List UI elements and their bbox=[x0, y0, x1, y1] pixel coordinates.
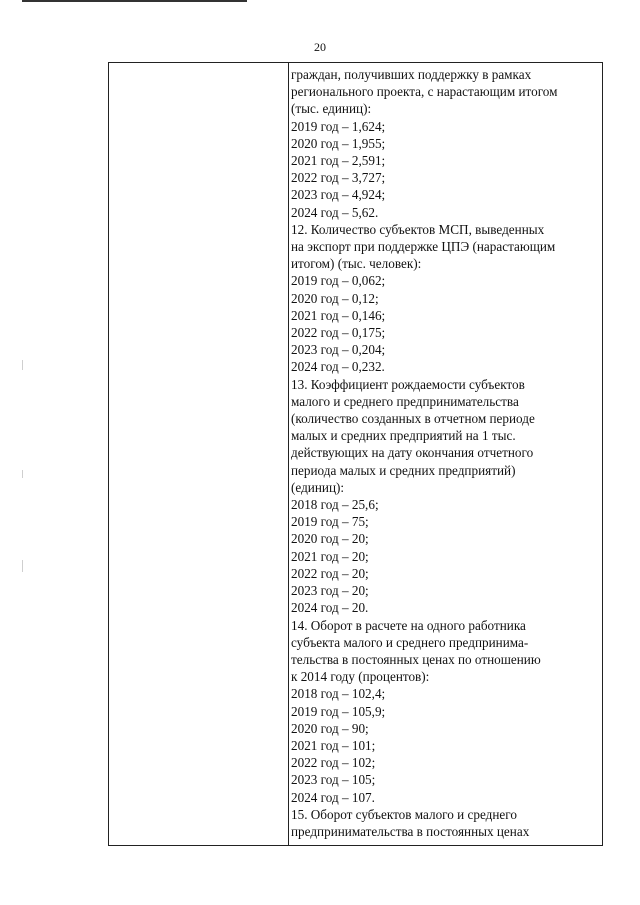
text-line: (тыс. единиц): bbox=[291, 101, 372, 117]
text-line: 2021 год – 0,146; bbox=[291, 307, 386, 323]
text-line: 2023 год – 20; bbox=[291, 583, 369, 599]
text-line: 2024 год – 5,62. bbox=[291, 204, 379, 220]
text-line: 12. Количество субъектов МСП, выведенных bbox=[291, 221, 545, 237]
text-line: 2020 год – 1,955; bbox=[291, 135, 386, 151]
text-line: 2022 год – 0,175; bbox=[291, 325, 386, 341]
top-rule bbox=[22, 0, 247, 2]
column-divider bbox=[288, 63, 289, 845]
text-line: 2021 год – 20; bbox=[291, 548, 369, 564]
page-number: 20 bbox=[314, 40, 326, 54]
text-line: 2019 год – 105,9; bbox=[291, 703, 386, 719]
text-line: 2018 год – 102,4; bbox=[291, 686, 386, 702]
text-line: 15. Оборот субъектов малого и среднего bbox=[291, 806, 517, 822]
text-line: (единиц): bbox=[291, 479, 345, 495]
text-line: 2024 год – 0,232. bbox=[291, 359, 385, 375]
text-line: 2020 год – 20; bbox=[291, 531, 369, 547]
text-line: предпринимательства в постоянных ценах bbox=[291, 823, 530, 839]
table-cell-text bbox=[291, 66, 599, 840]
text-line: 2020 год – 0,12; bbox=[291, 290, 379, 306]
text-line: малого и среднего предпринимательства bbox=[291, 393, 519, 409]
scan-mark bbox=[22, 560, 23, 572]
text-line: 2019 год – 1,624; bbox=[291, 118, 386, 134]
text-line: 2024 год – 20. bbox=[291, 600, 369, 616]
text-line: регионального проекта, с нарастающим итогом bbox=[291, 84, 558, 100]
text-line: 2021 год – 2,591; bbox=[291, 153, 386, 169]
text-line: периода малых и средних предприятий) bbox=[291, 462, 516, 478]
text-line: 2019 год – 75; bbox=[291, 514, 369, 530]
text-line: итогом) (тыс. человек): bbox=[291, 256, 422, 272]
text-line: 2019 год – 0,062; bbox=[291, 273, 386, 289]
scan-mark bbox=[22, 470, 23, 478]
text-line: 13. Коэффициент рождаемости субъектов bbox=[291, 376, 525, 392]
text-line: 2020 год – 90; bbox=[291, 720, 369, 736]
document-table bbox=[108, 62, 603, 846]
scan-mark bbox=[22, 360, 23, 370]
text-line: 2022 год – 102; bbox=[291, 755, 376, 771]
text-line: субъекта малого и среднего предпринима- bbox=[291, 634, 529, 650]
text-line: 2024 год – 107. bbox=[291, 789, 375, 805]
text-line: граждан, получивших поддержку в рамках bbox=[291, 67, 532, 82]
text-line: к 2014 году (процентов): bbox=[291, 669, 430, 685]
text-line: малых и средних предприятий на 1 тыс. bbox=[291, 428, 516, 444]
text-line: 2022 год – 3,727; bbox=[291, 170, 386, 186]
text-line: 2021 год – 101; bbox=[291, 737, 376, 753]
text-line: тельства в постоянных ценах по отношению bbox=[291, 651, 541, 667]
text-line: 2023 год – 105; bbox=[291, 772, 376, 788]
text-line: 2022 год – 20; bbox=[291, 565, 369, 581]
text-line: действующих на дату окончания отчетного bbox=[291, 445, 534, 461]
text-line: 2018 год – 25,6; bbox=[291, 497, 379, 513]
text-line: 2023 год – 0,204; bbox=[291, 342, 386, 358]
text-line: (количество созданных в отчетном периоде bbox=[291, 411, 535, 427]
text-line: 2023 год – 4,924; bbox=[291, 187, 386, 203]
text-line: 14. Оборот в расчете на одного работника bbox=[291, 617, 526, 633]
text-line: на экспорт при поддержке ЦПЭ (нарастающим bbox=[291, 239, 556, 255]
